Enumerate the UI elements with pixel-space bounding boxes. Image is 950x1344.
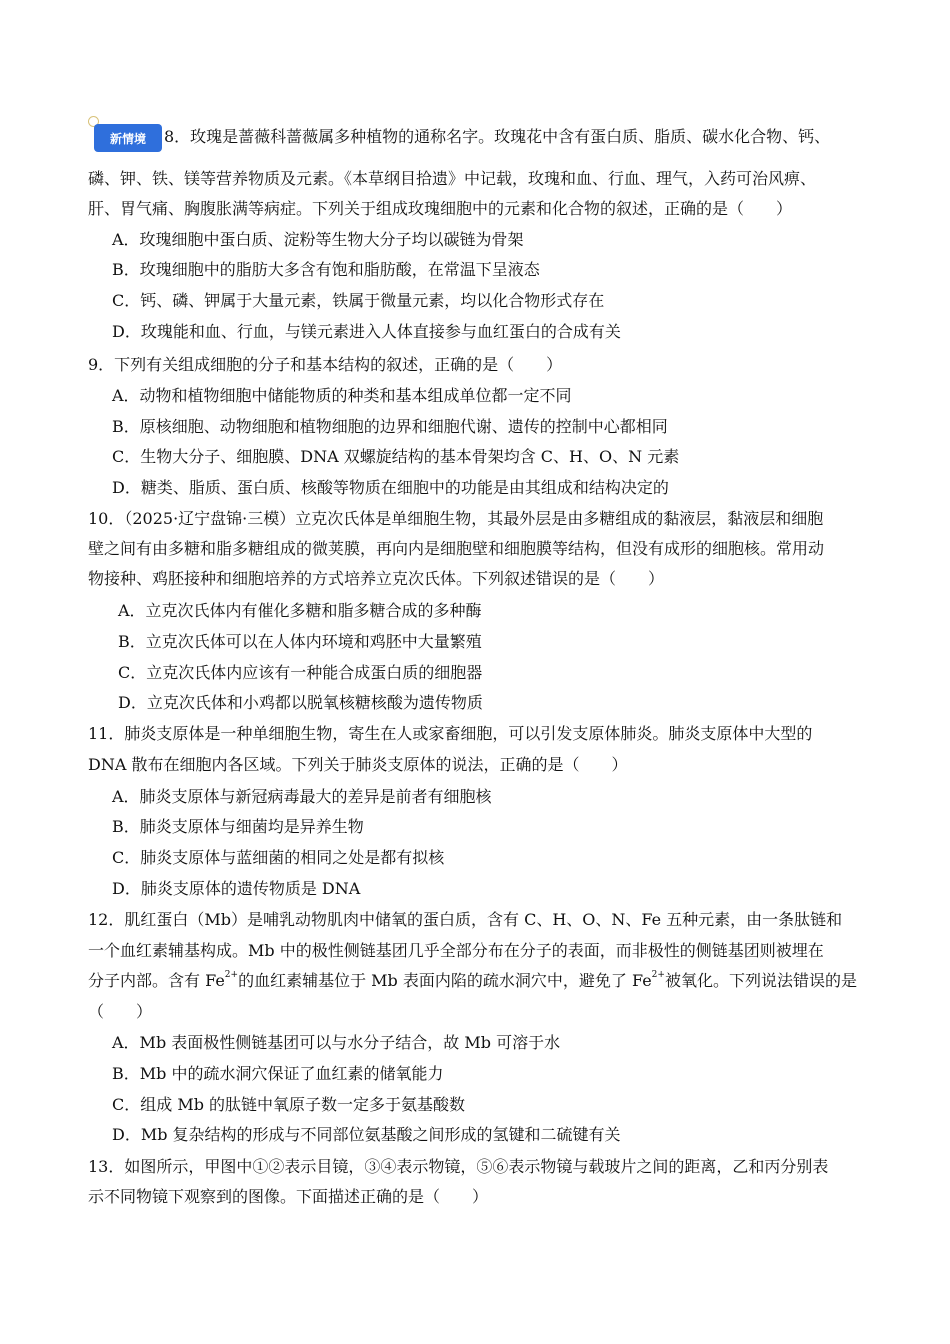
q10-option-c: C．立克次氏体内应该有一种能合成蛋白质的细胞器 [118, 663, 483, 682]
q12-option-c: C．组成 Mb 的肽链中氧原子数一定多于氨基酸数 [112, 1095, 466, 1114]
q11-option-b: B．肺炎支原体与细菌均是异养生物 [112, 817, 364, 836]
q12-stem-line-4: （ ） [88, 1002, 153, 1021]
q11-stem-line-2: DNA 散布在细胞内各区域。下列关于肺炎支原体的说法，正确的是（ ） [88, 755, 628, 774]
q9-stem-line-1: 9．下列有关组成细胞的分子和基本结构的叙述，正确的是（ ） [88, 355, 563, 374]
q8-option-b: B．玫瑰细胞中的脂肪大多含有饱和脂肪酸，在常温下呈液态 [112, 260, 540, 279]
q11-option-d: D．肺炎支原体的遗传物质是 DNA [112, 879, 361, 898]
q12-option-d: D．Mb 复杂结构的形成与不同部位氨基酸之间形成的氢键和二硫键有关 [112, 1125, 621, 1144]
q12-line-3-part-a: 分子内部。含有 Fe [88, 971, 225, 990]
q8-option-c: C．钙、磷、钾属于大量元素，铁属于微量元素，均以化合物形式存在 [112, 291, 605, 310]
q10-option-d: D．立克次氏体和小鸡都以脱氧核糖核酸为遗传物质 [118, 693, 483, 712]
q11-option-a: A．肺炎支原体与新冠病毒最大的差异是前者有细胞核 [112, 787, 492, 806]
q9-option-d: D．糖类、脂质、蛋白质、核酸等物质在细胞中的功能是由其组成和结构决定的 [112, 478, 669, 497]
q12-stem-line-1: 12．肌红蛋白（Mb）是哺乳动物肌肉中储氧的蛋白质，含有 C、H、O、N、Fe 五种元素，由一条肽链和 [88, 910, 843, 929]
q12-option-b: B．Mb 中的疏水洞穴保证了血红素的储氧能力 [112, 1064, 444, 1083]
q12-superscript-1: 2+ [224, 969, 239, 980]
q12-line-3-part-b: 的血红素辅基位于 Mb 表面内陷的疏水洞穴中，避免了 Fe [238, 971, 652, 990]
q9-option-c: C．生物大分子、细胞膜、DNA 双螺旋结构的基本骨架均含 C、H、O、N 元素 [112, 447, 680, 466]
q8-stem-line-1: 8．玫瑰是蔷薇科蔷薇属多种植物的通称名字。玫瑰花中含有蛋白质、脂质、碳水化合物、钙、 [164, 127, 831, 146]
q8-stem-line-3: 肝、胃气痛、胸腹胀满等病症。下列关于组成玫瑰细胞中的元素和化合物的叙述，正确的是（ ） [88, 199, 793, 218]
q8-option-d: D．玫瑰能和血、行血，与镁元素进入人体直接参与血红蛋白的合成有关 [112, 322, 621, 341]
q11-option-c: C．肺炎支原体与蓝细菌的相同之处是都有拟核 [112, 848, 445, 867]
q10-stem-line-3: 物接种、鸡胚接种和细胞培养的方式培养立克次氏体。下列叙述错误的是（ ） [88, 569, 665, 588]
q10-option-b: B．立克次氏体可以在人体内环境和鸡胚中大量繁殖 [118, 632, 482, 651]
q12-stem-line-3 [88, 970, 857, 992]
q10-stem-line-1: 10．（2025·辽宁盘锦·三模）立克次氏体是单细胞生物，其最外层是由多糖组成的黏液层，黏液层和细胞 [88, 509, 824, 528]
q10-stem-line-2: 壁之间有由多糖和脂多糖组成的微荚膜，再向内是细胞壁和细胞膜等结构，但没有成形的细胞核。常用动 [88, 539, 825, 558]
q13-stem-line-1: 13．如图所示，甲图中①②表示目镜，③④表示物镜，⑤⑥表示物镜与载玻片之间的距离，乙和丙分别表 [88, 1157, 829, 1176]
q9-option-b: B．原核细胞、动物细胞和植物细胞的边界和细胞代谢、遗传的控制中心都相同 [112, 417, 668, 436]
q12-option-a: A．Mb 表面极性侧链基团可以与水分子结合，故 Mb 可溶于水 [112, 1033, 561, 1052]
new-context-badge: 新情境 [94, 124, 162, 152]
q10-option-a: A．立克次氏体内有催化多糖和脂多糖合成的多种酶 [118, 601, 482, 620]
q8-option-a: A．玫瑰细胞中蛋白质、淀粉等生物大分子均以碳链为骨架 [112, 230, 524, 249]
q12-line-3-part-c: 被氧化。下列说法错误的是 [664, 971, 857, 990]
q8-stem-line-2: 磷、钾、铁、镁等营养物质及元素。《本草纲目拾遗》中记载，玫瑰和血、行血、理气，入药可治风痹、 [88, 169, 817, 188]
q11-stem-line-1: 11．肺炎支原体是一种单细胞生物，寄生在人或家畜细胞，可以引发支原体肺炎。肺炎支原体中大型的 [88, 724, 813, 743]
q13-stem-line-2: 示不同物镜下观察到的图像。下面描述正确的是（ ） [88, 1187, 489, 1206]
q12-superscript-2: 2+ [651, 969, 665, 980]
q9-option-a: A．动物和植物细胞中储能物质的种类和基本组成单位都一定不同 [112, 386, 572, 405]
q12-stem-line-2: 一个血红素辅基构成。Mb 中的极性侧链基团几乎全部分布在分子的表面，而非极性的侧链基团则被埋在 [88, 941, 824, 960]
